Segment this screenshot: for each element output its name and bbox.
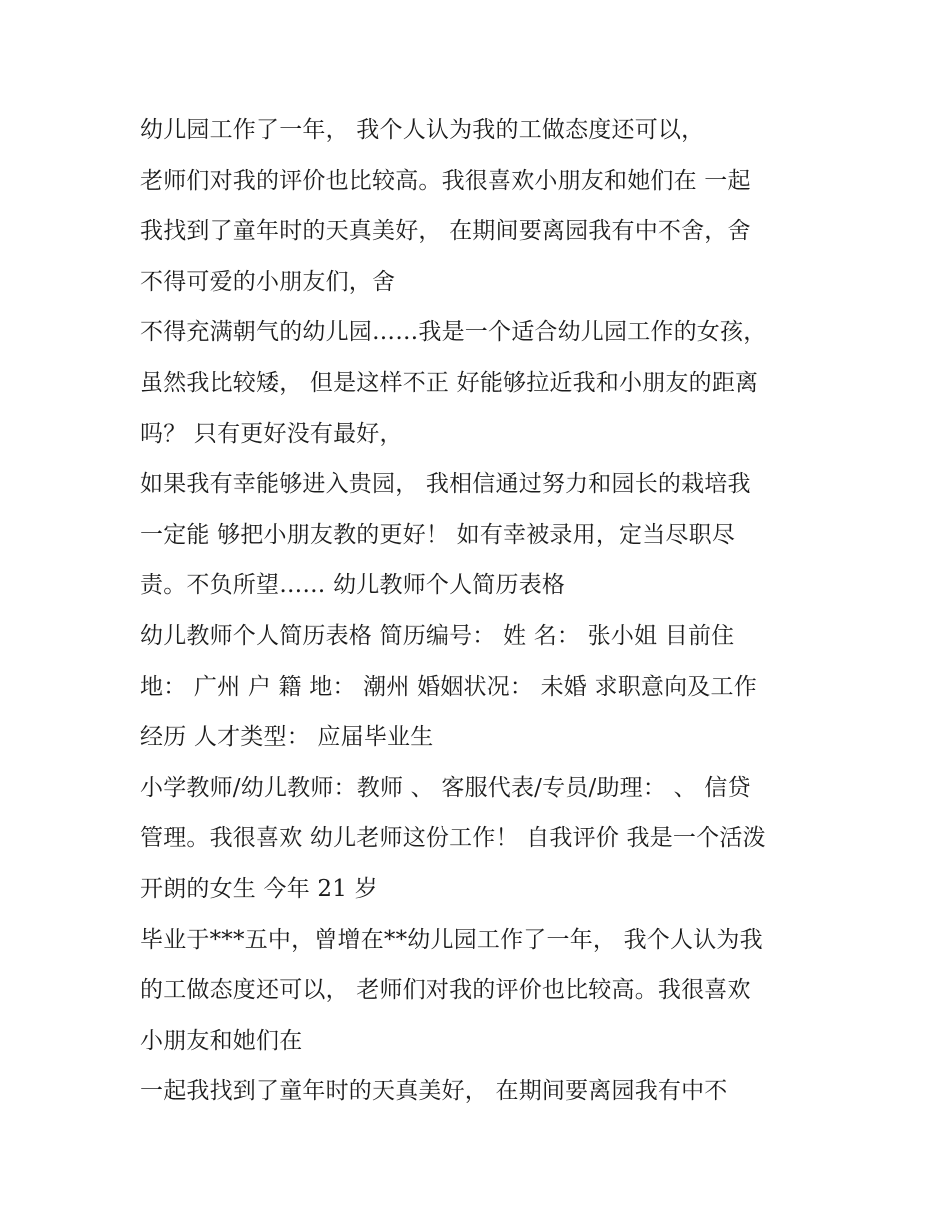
text-line: 不得充满朝气的幼儿园……我是一个适合幼儿园工作的女孩， — [140, 319, 767, 346]
text-line: 开朗的女生 今年 21 岁 — [140, 875, 378, 902]
text-line: 小学教师/幼儿教师：教师 、 客服代表/专员/助理： 、 信贷 — [140, 774, 751, 801]
text-line: 毕业于***五中，曾增在**幼儿园工作了一年， 我个人认为我 — [140, 926, 763, 953]
text-line: 的工做态度还可以， 老师们对我的评价也比较高。我很喜欢 — [140, 977, 751, 1004]
text-line: 一起我找到了童年时的天真美好， 在期间要离园我有中不 — [140, 1078, 728, 1105]
text-line: 小朋友和她们在 — [140, 1027, 303, 1054]
text-line: 责。不负所望…… 幼儿教师个人简历表格 — [140, 572, 566, 599]
text-line: 管理。我很喜欢 幼儿老师这份工作！ 自我评价 我是一个活泼 — [140, 825, 766, 852]
text-line: 吗？ 只有更好没有最好， — [140, 420, 403, 447]
document-body — [140, 110, 820, 1122]
text-line: 老师们对我的评价也比较高。我很喜欢小朋友和她们在 一起 — [140, 167, 751, 194]
text-line: 虽然我比较矮， 但是这样不正 好能够拉近我和小朋友的距离 — [140, 369, 759, 396]
text-line: 如果我有幸能够进入贵园， 我相信通过努力和园长的栽培我 — [140, 471, 751, 498]
text-line: 我找到了童年时的天真美好， 在期间要离园我有中不舍，舍 — [140, 218, 751, 245]
text-line: 地： 广州 户 籍 地： 潮州 婚姻状况： 未婚 求职意向及工作 — [140, 673, 757, 700]
text-line: 一定能 够把小朋友教的更好！ 如有幸被录用，定当尽职尽 — [140, 521, 736, 548]
text-line: 幼儿园工作了一年， 我个人认为我的工做态度还可以， — [140, 117, 705, 143]
text-line: 经历 人才类型： 应届毕业生 — [140, 724, 434, 751]
text-line: 不得可爱的小朋友们，舍 — [140, 268, 396, 295]
text-line: 幼儿教师个人简历表格 简历编号： 姓 名： 张小姐 目前住 — [140, 622, 735, 649]
